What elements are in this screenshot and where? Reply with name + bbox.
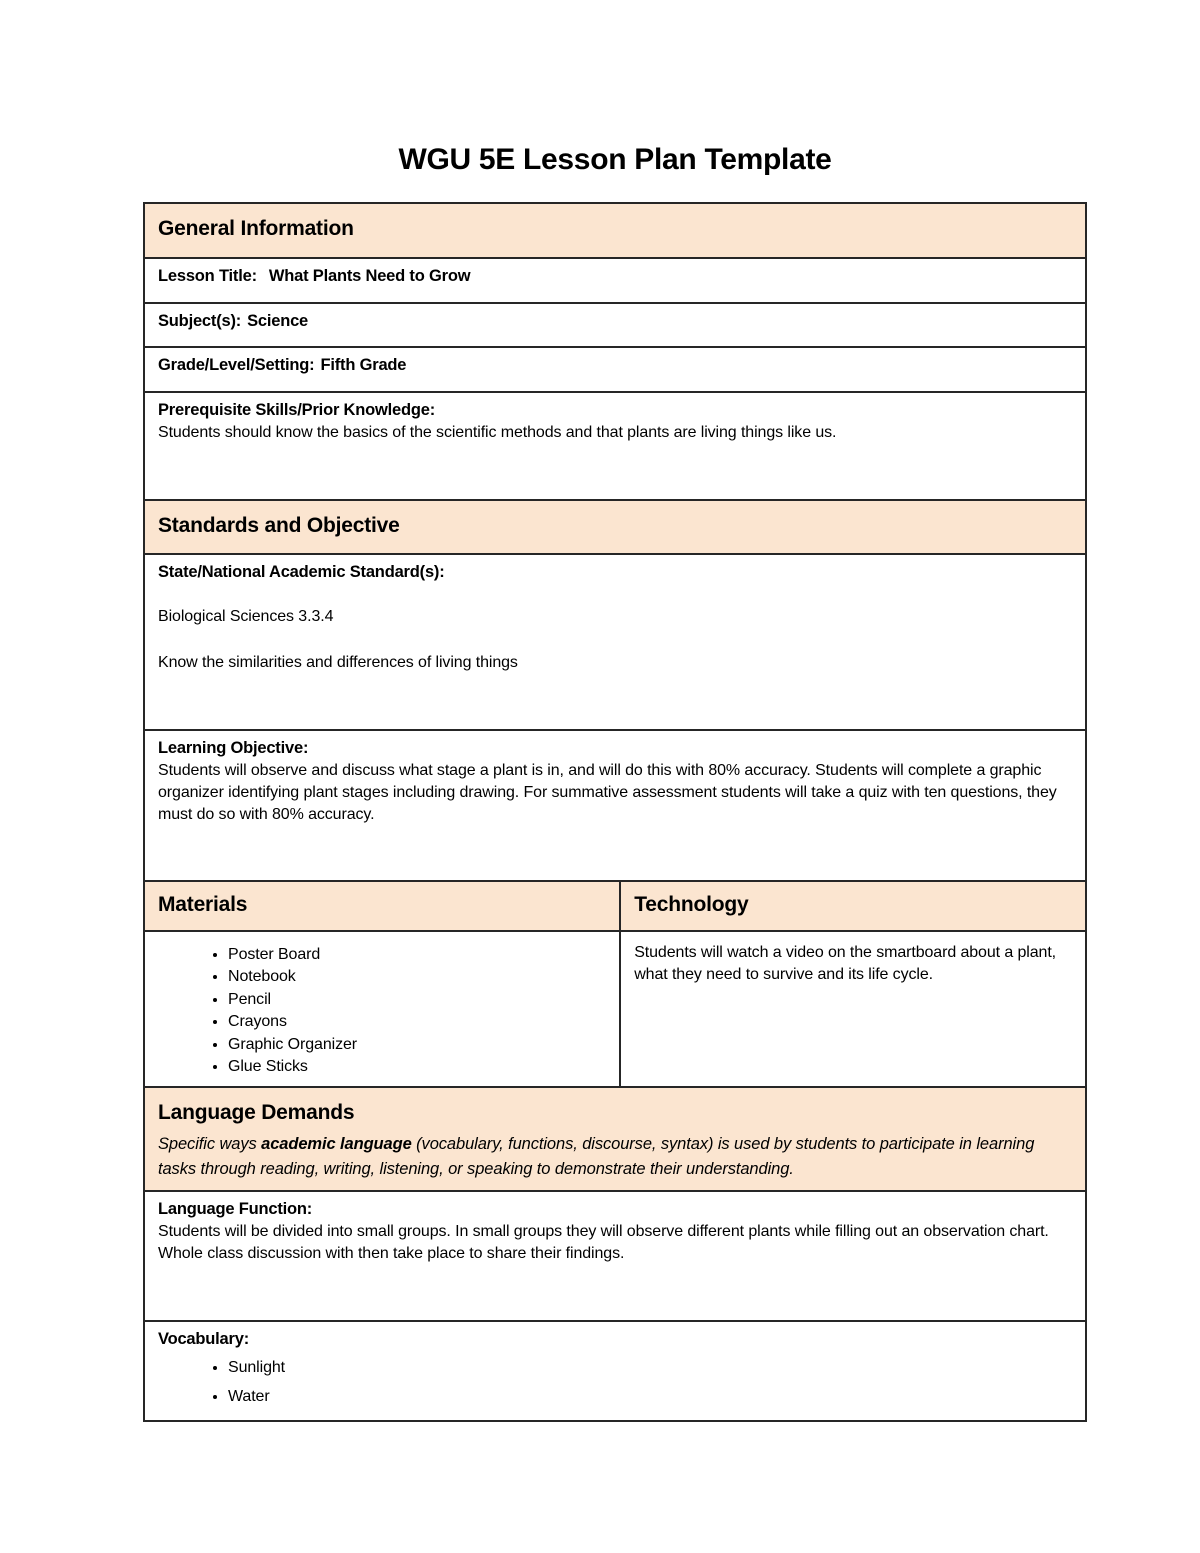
- learning-objective-row: [145, 729, 1085, 880]
- section-header-standards-objective: Standards and Objective: [145, 499, 1085, 553]
- language-demands-title: Language Demands: [158, 1101, 355, 1125]
- learning-objective-body: Students will observe and discuss what stage a plant is in, and will do this with 80% accuracy. Students will complete a graphic organizer identifying plant stages including drawing. For summative assessment students will take a quiz with ten questions, they must do so with 80% accuracy.: [158, 762, 1057, 824]
- vocabulary-list: [158, 1353, 1072, 1412]
- section-header-materials: Materials: [145, 882, 619, 930]
- learning-objective-label: Learning Objective:: [158, 739, 309, 757]
- section-header-language-demands: [145, 1086, 1085, 1190]
- page-title: WGU 5E Lesson Plan Template: [398, 143, 832, 176]
- section-header-general-information: General Information: [145, 204, 1085, 257]
- subject-row: [145, 302, 1085, 346]
- materials-cell: [145, 932, 619, 1086]
- language-demands-subtitle-bold: academic language: [261, 1135, 412, 1154]
- technology-cell: [619, 932, 1085, 1086]
- subject-label: Subject(s):: [158, 312, 242, 330]
- list-item: • Sunlight: [228, 1353, 1072, 1383]
- lesson-plan-table: [143, 202, 1087, 1422]
- prerequisite-skills-body: Students should know the basics of the scientific methods and that plants are living things like us.: [158, 424, 837, 441]
- lesson-title-value: What Plants Need to Grow: [268, 267, 471, 285]
- language-function-row: [145, 1190, 1085, 1320]
- list-item: • Graphic Organizer: [228, 1034, 606, 1056]
- language-function-body: Students will be divided into small groups. In small groups they will observe different plants while filling out an observation chart. Whole class discussion with then take place to share their findings.: [158, 1222, 1049, 1262]
- prerequisite-skills-label: Prerequisite Skills/Prior Knowledge:: [158, 401, 436, 419]
- grade-level-setting-label: Grade/Level/Setting:: [158, 356, 315, 374]
- list-item: • Poster Board: [228, 944, 606, 966]
- language-demands-subtitle-prefix: Specific ways: [158, 1135, 262, 1154]
- subject-value: Science: [247, 312, 309, 330]
- grade-level-setting-row: [145, 346, 1085, 391]
- materials-technology-content-row: [145, 930, 1085, 1086]
- academic-standard-row: [145, 553, 1085, 729]
- list-item: • Crayons: [228, 1011, 606, 1033]
- vocabulary-label: Vocabulary:: [158, 1329, 250, 1348]
- vocabulary-row: [145, 1320, 1085, 1420]
- list-item: • Glue Sticks: [228, 1056, 606, 1078]
- technology-body: Students will watch a video on the smartboard about a plant, what they need to survive and its life cycle.: [634, 944, 1057, 984]
- list-item: • Notebook: [228, 966, 606, 988]
- academic-standard-line-2: Know the similarities and differences of living things: [158, 654, 518, 672]
- materials-technology-header-row: [145, 880, 1085, 930]
- academic-standard-label: State/National Academic Standard(s):: [158, 563, 445, 581]
- prerequisite-skills-row: [145, 391, 1085, 499]
- list-item: • Water: [228, 1382, 1072, 1412]
- language-demands-subtitle-suffix: (vocabulary, functions, discourse, syntax) is used by students to participate in learning tasks through reading, writing, listening, or speaking to demonstrate their understanding.: [158, 1135, 1035, 1179]
- language-function-label: Language Function:: [158, 1199, 313, 1218]
- academic-standard-line-1: Biological Sciences 3.3.4: [158, 608, 334, 625]
- lesson-title-row: [145, 257, 1085, 302]
- list-item: • Pencil: [228, 989, 606, 1011]
- grade-level-setting-value: Fifth Grade: [320, 356, 407, 374]
- materials-list: [158, 944, 606, 1078]
- language-demands-subtitle: [158, 1132, 1072, 1182]
- lesson-title-label: Lesson Title:: [158, 267, 257, 285]
- section-header-technology: Technology: [619, 882, 1085, 930]
